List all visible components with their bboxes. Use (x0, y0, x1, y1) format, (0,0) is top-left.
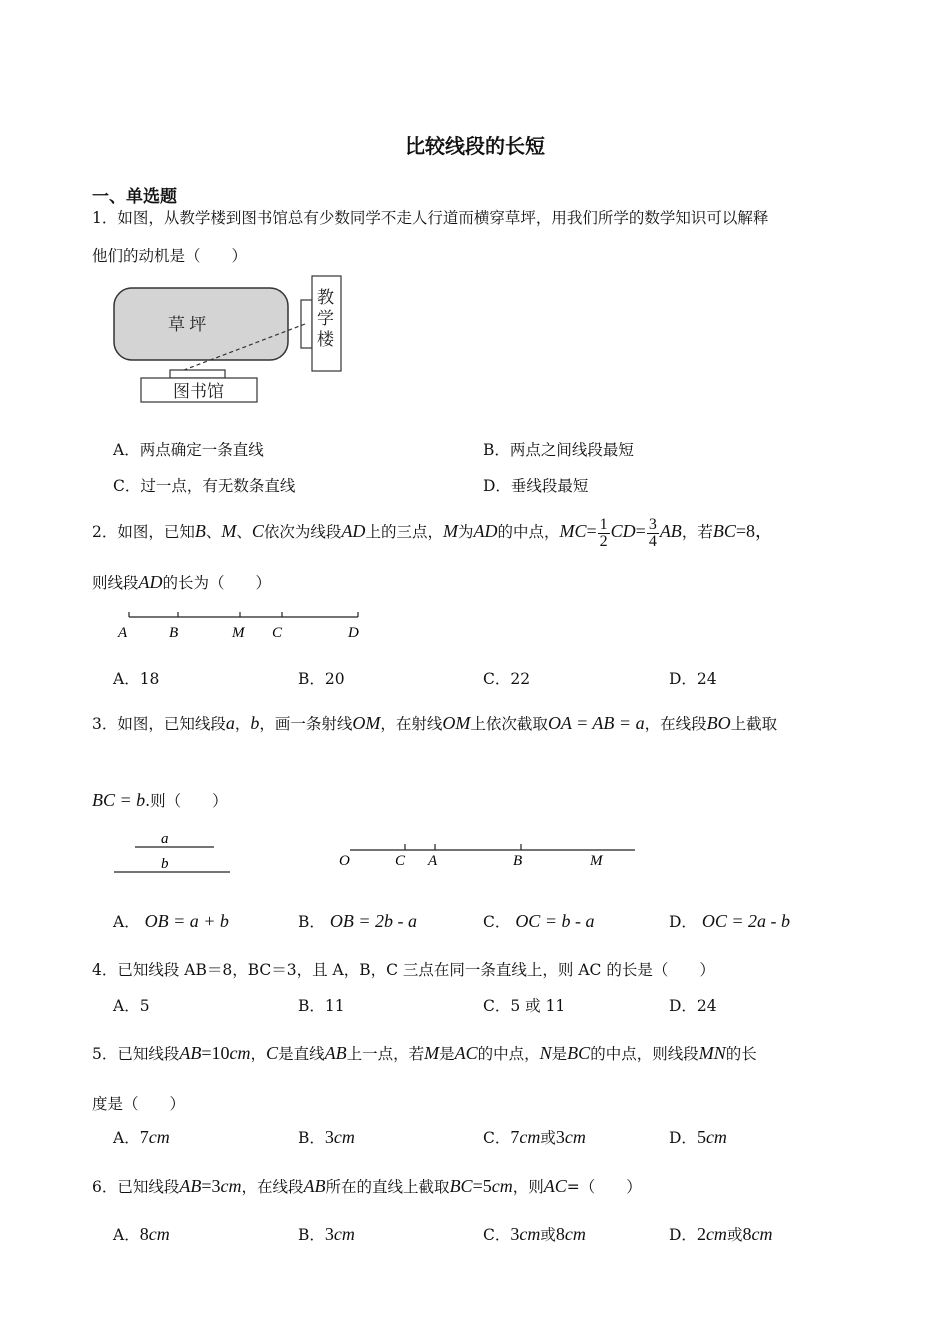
q6-value: =3 (201, 1176, 221, 1196)
q2-figure (112, 607, 372, 643)
option-unit: cm (705, 1224, 727, 1244)
option-value: 8 (742, 1224, 752, 1244)
q5-stem-line2: 度是（ ） (92, 1095, 186, 1113)
q1-stem-line1: 1．如图，从教学楼到图书馆总有少数同学不走人行道而横穿草坪，用我们所学的数学知识可以解释 (92, 209, 769, 227)
q4-option-d: D．24 (669, 997, 717, 1015)
option-expression: OB = a + b (144, 911, 229, 931)
q5-stem-line1 (92, 1042, 757, 1064)
q2-option-d: D．24 (669, 670, 717, 688)
q4-option-c: C．5 或 11 (483, 997, 566, 1015)
option-value: 3 (510, 1224, 520, 1244)
option-or: 或 (540, 1226, 556, 1244)
q3-option-c (483, 910, 594, 932)
q2-point-c: C (251, 521, 264, 541)
q3-ray-om: OM (442, 713, 471, 733)
option-value: 2 (696, 1224, 706, 1244)
q2-eq-mc: MC (559, 521, 587, 541)
q3-text: ，画一条射线 (259, 715, 353, 733)
q3-stem-line1 (92, 712, 777, 734)
option-value: 8 (555, 1224, 565, 1244)
option-letter: C． (483, 1129, 511, 1147)
option-letter: B． (298, 913, 325, 931)
option-value: 8 (139, 1224, 149, 1244)
q5-text: ， (250, 1045, 267, 1063)
option-unit: cm (564, 1224, 586, 1244)
option-unit: cm (148, 1224, 170, 1244)
q2-fraction-three-quarters (647, 517, 659, 550)
q3-label-b-point: B (513, 853, 523, 869)
q2-point-m: M (221, 521, 237, 541)
q2-eq-sign: = (586, 521, 597, 541)
q1-option-a: A．两点确定一条直线 (113, 441, 264, 459)
option-unit: cm (751, 1224, 773, 1244)
fraction-numerator: 1 (599, 515, 608, 533)
q3-option-d (669, 910, 790, 932)
q2-segment-ad: AD (138, 572, 163, 592)
q3-label-b: b (161, 856, 169, 872)
q6-unit: cm (220, 1176, 242, 1196)
q6-option-d (669, 1223, 772, 1245)
q5-text: 是 (439, 1045, 455, 1063)
q5-option-b (298, 1126, 355, 1148)
q2-text: 为 (457, 523, 474, 541)
option-value: 5 (696, 1127, 706, 1147)
q3-text: ， (234, 715, 251, 733)
q5-text: 的中点，则线段 (590, 1045, 699, 1063)
option-expression: OC = b - a (515, 911, 595, 931)
q3-label-a: a (161, 831, 169, 847)
q6-option-c (483, 1223, 586, 1245)
q3-text: 3．如图，已知线段 (92, 715, 226, 733)
q6-stem (92, 1175, 642, 1197)
option-unit: cm (564, 1127, 586, 1147)
building-label-3: 楼 (317, 330, 334, 349)
q2-text: ，若 (681, 523, 713, 541)
fraction-denominator: 4 (648, 532, 657, 550)
q2-text: 上的三点， (365, 523, 443, 541)
building-label-1: 教 (317, 288, 334, 307)
q6-segment-ab: AB (303, 1176, 326, 1196)
option-letter: D． (669, 1129, 697, 1147)
q6-option-a (113, 1223, 170, 1245)
q3-equation-bc: BC = b (92, 790, 146, 810)
option-letter: A． (113, 1129, 140, 1147)
option-letter: B． (298, 1226, 325, 1244)
q2-stem-line2 (92, 571, 271, 593)
option-value: 3 (555, 1127, 565, 1147)
option-value: 3 (324, 1224, 334, 1244)
q1-option-c: C．过一点，有无数条直线 (113, 477, 296, 495)
q3-segment-bo: BO (706, 713, 731, 733)
q2-sep: 、 (205, 523, 222, 541)
q6-value: =5 (472, 1176, 492, 1196)
q5-option-c (483, 1126, 586, 1148)
q3-text: 上截取 (730, 715, 778, 733)
q5-segment-bc: BC (567, 1043, 591, 1063)
q2-option-a: A．18 (113, 670, 160, 688)
q5-text: 是 (551, 1045, 568, 1063)
page-title: 比较线段的长短 (405, 134, 545, 158)
q3-var-a: a (225, 713, 235, 733)
q2-option-c: C．22 (483, 670, 531, 688)
q6-text: =（ ） (566, 1178, 642, 1196)
q5-segment-ac: AC (454, 1043, 478, 1063)
q6-segment-bc: BC (449, 1176, 473, 1196)
q2-eq-ab: AB (659, 521, 682, 541)
option-or: 或 (540, 1129, 556, 1147)
q2-label-d: D (348, 625, 359, 641)
option-expression: OC = 2a - b (701, 911, 791, 931)
option-unit: cm (148, 1127, 170, 1147)
q5-point-n: N (539, 1043, 552, 1063)
q1-option-d: D．垂线段最短 (483, 477, 589, 495)
library-step (170, 370, 225, 378)
q3-option-b (298, 910, 417, 932)
q2-label-b: B (169, 625, 179, 641)
section-heading: 一、单选题 (92, 187, 177, 207)
q6-text: 6．已知线段 (92, 1178, 180, 1196)
q5-segment-ab: AB (179, 1043, 202, 1063)
fraction-numerator: 3 (648, 515, 657, 533)
option-letter: D． (669, 913, 697, 931)
q2-segment-ad: AD (341, 521, 366, 541)
option-value: 7 (139, 1127, 149, 1147)
q2-text: 2．如图，已知 (92, 523, 195, 541)
option-or: 或 (726, 1226, 743, 1244)
q4-option-a: A．5 (113, 997, 150, 1015)
option-unit: cm (333, 1224, 355, 1244)
q5-text: 的长 (725, 1045, 757, 1063)
building-label-2: 学 (317, 309, 334, 328)
library-label: 图书馆 (173, 382, 224, 401)
lawn-label: 草 坪 (168, 315, 207, 334)
q5-option-d (669, 1126, 727, 1148)
q2-segment-ad: AD (473, 521, 498, 541)
option-letter: D． (669, 1226, 697, 1244)
q5-line-ab: AB (324, 1043, 347, 1063)
q2-text: 的中点， (497, 523, 560, 541)
option-letter: C． (483, 913, 511, 931)
q1-figure (110, 272, 350, 406)
option-letter: A． (113, 1226, 140, 1244)
q4-stem: 4．已知线段 AB＝8，BC＝3，且 A，B，C 三点在同一条直线上，则 AC 的长是（ ） (92, 961, 715, 979)
q3-stem-line2 (92, 789, 228, 811)
building-door (301, 300, 312, 348)
option-unit: cm (333, 1127, 355, 1147)
q6-text: ，则 (512, 1178, 544, 1196)
q3-label-c: C (395, 853, 406, 869)
q5-text: 上一点，若 (346, 1045, 425, 1063)
q6-text: ，在线段 (241, 1178, 304, 1196)
q2-text: 则线段 (92, 574, 139, 592)
q1-option-b: B．两点之间线段最短 (483, 441, 634, 459)
q5-value: =10 (201, 1043, 230, 1063)
q2-text: 依次为线段 (263, 523, 342, 541)
option-letter: A． (113, 913, 140, 931)
option-expression: OB = 2b - a (329, 911, 417, 931)
q2-sep: 、 (236, 523, 252, 541)
q6-option-b (298, 1223, 355, 1245)
option-unit: cm (519, 1127, 541, 1147)
q5-text: 的中点， (477, 1045, 540, 1063)
q3-var-b: b (250, 713, 260, 733)
option-letter: B． (298, 1129, 325, 1147)
q4-option-b: B．11 (298, 997, 345, 1015)
q3-option-a (113, 910, 229, 932)
q6-segment-ac: AC (543, 1176, 567, 1196)
q3-figure-ray (335, 838, 645, 872)
q2-eq-sign: = (635, 521, 646, 541)
option-unit: cm (705, 1127, 727, 1147)
q2-fraction-half (598, 517, 610, 550)
option-value: 3 (324, 1127, 334, 1147)
q3-text: 上依次截取 (470, 715, 548, 733)
q3-equation: OA = AB = a (547, 713, 645, 733)
fraction-denominator: 2 (599, 532, 608, 550)
q5-segment-mn: MN (698, 1043, 726, 1063)
q3-text: ，在射线 (380, 715, 443, 733)
option-letter: C． (483, 1226, 511, 1244)
q2-stem-line1 (92, 511, 773, 552)
q2-point-b: B (194, 521, 206, 541)
q5-unit: cm (229, 1043, 251, 1063)
q5-point-c: C (266, 1043, 279, 1063)
q3-text: .则（ ） (145, 792, 228, 810)
q3-label-a-point: A (428, 853, 438, 869)
q2-segment-bc: BC (712, 521, 736, 541)
q6-text: 所在的直线上截取 (325, 1178, 450, 1196)
option-unit: cm (519, 1224, 541, 1244)
q2-eq-cd: CD (610, 521, 636, 541)
q3-label-m: M (590, 853, 603, 869)
q2-label-m: M (232, 625, 245, 641)
q2-option-b: B．20 (298, 670, 345, 688)
q5-option-a (113, 1126, 170, 1148)
q2-text: 的长为（ ） (162, 574, 272, 592)
q3-text: ，在线段 (644, 715, 707, 733)
q6-segment-ab: AB (179, 1176, 202, 1196)
q6-unit: cm (491, 1176, 513, 1196)
q3-figure-segments (110, 828, 240, 878)
q2-label-a: A (118, 625, 128, 641)
q1-stem-line2: 他们的动机是（ ） (92, 247, 248, 265)
q5-text: 5．已知线段 (92, 1045, 180, 1063)
q2-label-c: C (272, 625, 283, 641)
q3-ray-om: OM (352, 713, 381, 733)
q5-point-m: M (424, 1043, 440, 1063)
q2-point-m: M (442, 521, 458, 541)
q5-text: 是直线 (278, 1045, 325, 1063)
option-value: 7 (510, 1127, 520, 1147)
q2-bc-value: =8， (735, 521, 773, 541)
q3-label-o: O (339, 853, 350, 869)
